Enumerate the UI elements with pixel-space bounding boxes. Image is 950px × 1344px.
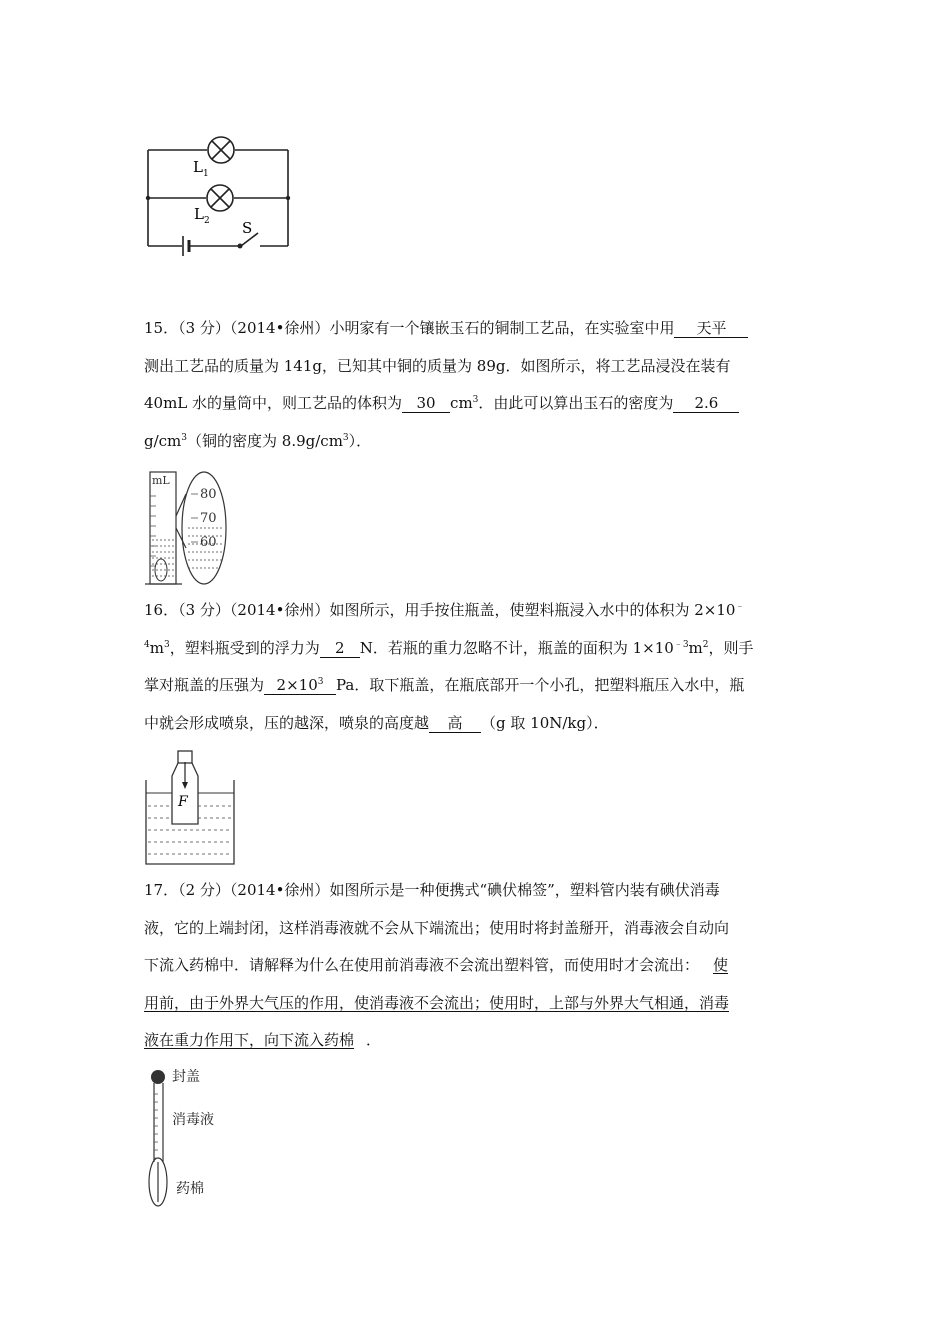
q16-text: ，则手 [708,638,754,657]
circuit-diagram [140,130,300,260]
q15-text: 测出工艺品的质量为 141g，已知其中铜的质量为 89g．如图所示，将工艺品浸没在装有 [144,356,731,375]
q15-text: 小明家有一个镶嵌玉石的铜制工艺品，在实验室中用 [329,319,675,337]
q17-text: ． [366,1031,382,1049]
q16-text: 如图所示，用手按住瓶盖，使塑料瓶浸入水中的体积为 2×10 [329,601,736,619]
question-17 [144,872,812,1060]
q17-source: （2014•徐州） [229,881,330,899]
q16-answer-2-base: 2×10 [276,676,318,694]
q15-source: （2014•徐州） [229,319,330,337]
q17-score: （2 分） [178,881,230,899]
q16-text: N．若瓶的重力忽略不计，瓶盖的面积为 1×10 [359,638,674,657]
q16-answer-2 [264,676,336,695]
q15-text: ）． [348,431,372,450]
superscript: 3 [163,639,170,650]
switch-label: S [242,219,253,237]
q17-answer-part-b: 用前，由于外界大气压的作用，使消毒液不会流出；使用时，上部与外界大气相通，消毒 [144,993,730,1012]
superscript: 3 [342,432,349,443]
cylinder-unit: mL [152,474,170,487]
q15-text: 40mL 水的量筒中，则工艺品的体积为 [144,394,403,412]
lamp-l2-icon [207,185,233,211]
superscript: 3 [181,432,188,443]
superscript: 3 [317,677,324,687]
question-15 [144,310,812,460]
q15-text: g/cm [144,431,182,450]
q15-answer-2: 30 [402,394,450,413]
q16-text: （g 取 10N/kg）． [481,713,609,732]
q16-source: （2014•徐州） [229,601,330,619]
q15-number: 15． [144,319,179,337]
battery-icon [183,236,189,256]
q16-text: Pa．取下瓶盖，在瓶底部开一个小孔，把塑料瓶压入水中，瓶 [336,676,745,694]
q17-number: 17． [144,881,179,899]
superscript: ﹣3 [673,639,689,650]
q17-text: 液，它的上端封闭，这样消毒液就不会从下端流出；使用时将封盖掰开，消毒液会自动向 [144,918,730,937]
q17-text: 下流入药棉中．请解释为什么在使用前消毒液不会流出塑料管，而使用时才会流出： [144,956,700,974]
iodine-swab-figure [142,1060,242,1210]
l1-subscript: 1 [203,169,209,179]
l1-label: L [193,158,203,176]
l2-subscript: 2 [204,216,210,226]
q16-number: 16． [144,601,179,619]
q17-answer-part-a: 使 [713,956,729,974]
q15-answer-3: 2.6 [673,394,739,413]
q16-answer-3: 高 [429,714,481,733]
q15-answer-1: 天平 [674,319,748,338]
cap-icon [151,1070,165,1084]
q16-answer-1: 2 [320,639,360,658]
superscript: 2 [702,639,709,650]
force-label: F [178,794,188,810]
force-arrow-icon [182,762,188,789]
superscript: 4 [144,639,150,650]
q15-text: ．由此可以算出玉石的密度为 [478,394,674,412]
graduated-cylinder-figure [142,466,232,590]
superscript: ﹣ [735,602,745,612]
q16-text: 掌对瓶盖的压强为 [144,676,265,694]
q16-score: （3 分） [178,601,230,619]
q16-text: ，塑料瓶受到的浮力为 [169,638,320,657]
l2-label: L [194,205,204,223]
question-16 [144,592,812,742]
bottle-in-water-figure [142,748,238,868]
cotton-label: 药棉 [176,1181,204,1197]
tick-80: 80 [200,487,217,502]
lamp-l1-icon [208,137,234,163]
q16-text: m [688,638,703,657]
q16-text: m [149,638,164,657]
q15-text: （铜的密度为 8.9g/cm [187,431,343,450]
superscript: 3 [472,395,479,405]
tick-70: 70 [200,511,217,526]
liquid-label: 消毒液 [172,1112,214,1128]
tick-60: 60 [200,535,217,550]
q17-answer-part-c: 液在重力作用下，向下流入药棉 [144,1031,355,1049]
q16-text: 中就会形成喷泉，压的越深，喷泉的高度越 [144,713,430,732]
cap-label: 封盖 [172,1069,200,1085]
q15-score: （3 分） [178,319,230,337]
q17-text: 如图所示是一种便携式“碘伏棉签”，塑料管内装有碘伏消毒 [329,881,720,899]
q15-text: cm [450,394,473,412]
